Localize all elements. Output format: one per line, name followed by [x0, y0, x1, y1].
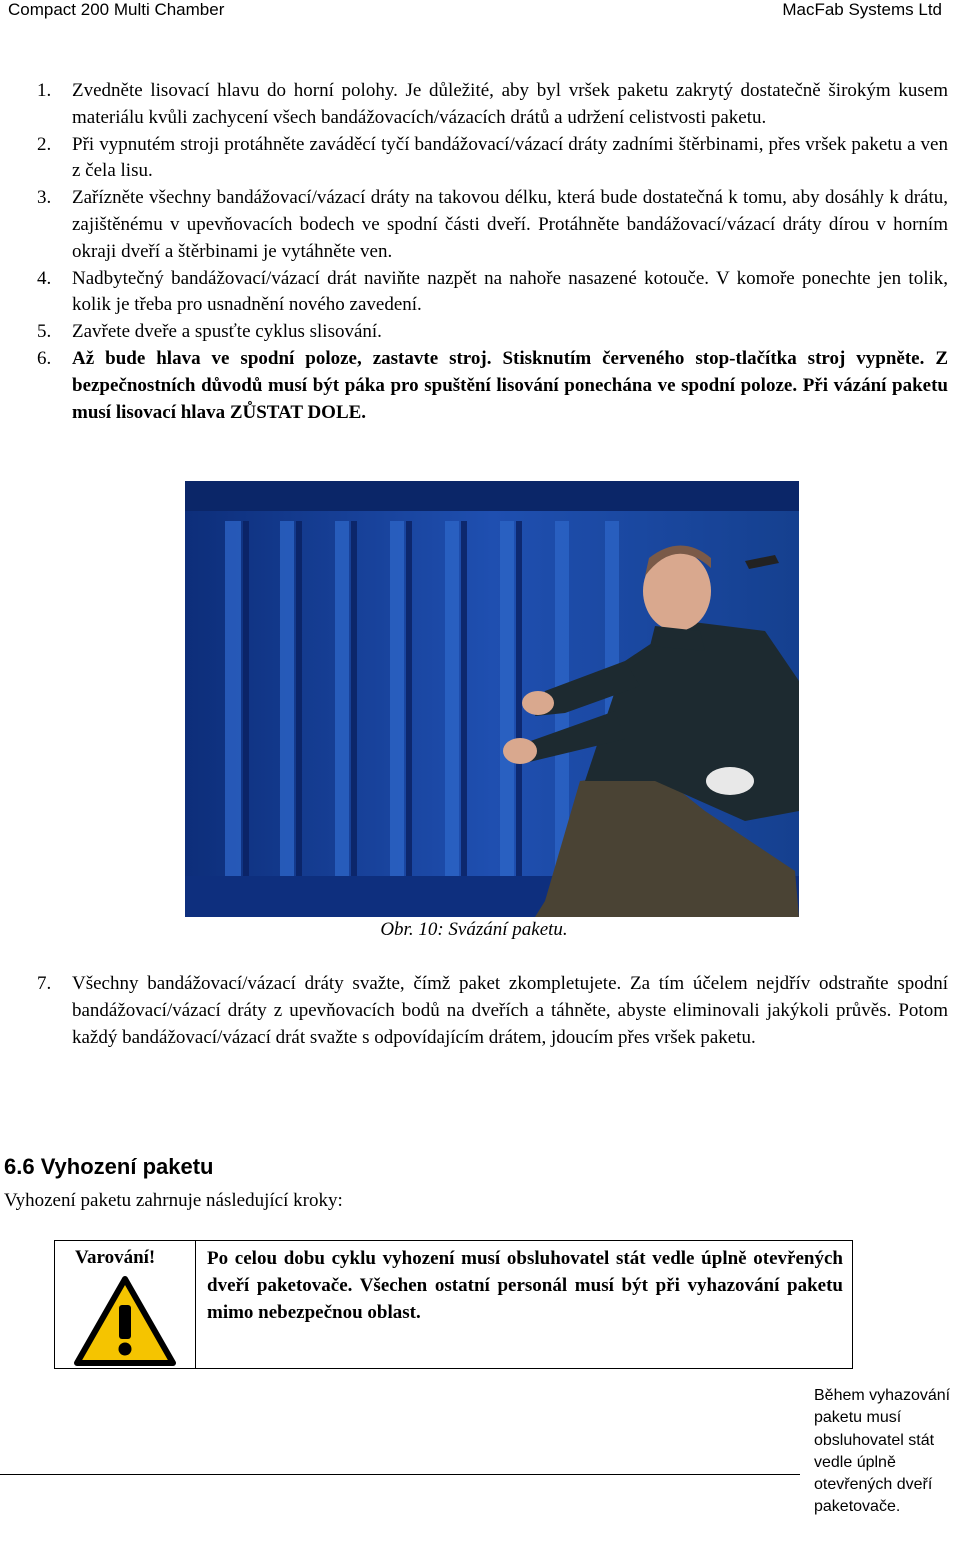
header-document-title: Compact 200 Multi Chamber — [8, 0, 225, 19]
step-7 — [0, 971, 960, 1051]
header-company-name: MacFab Systems Ltd — [782, 0, 942, 19]
step-text: Až bude hlava ve spodní poloze, zastavte stroj. Stisknutím červeného stop-tlačítka stroj vypněte. Z bezpečnostních důvodů musí být páka pro spuštění lisování ponechána ve spodní poloze. Při vázání paketu musí lisovací hlava ZŮSTAT DOLE. — [72, 347, 948, 423]
step-number: 1. — [37, 80, 52, 101]
step-number: 5. — [37, 321, 52, 343]
step-number: 2. — [37, 133, 52, 155]
step-number: 7. — [37, 973, 52, 994]
photo-illustration — [185, 481, 799, 917]
step-2 — [0, 132, 960, 186]
step-5 — [0, 319, 960, 346]
step-text: Nadbytečný bandážovací/vázací drát naviňte nazpět na nahoře nasazené kotouče. V komoře ponechte jen tolik, kolik je třeba pro usnadnění nového zavedení. — [72, 267, 948, 316]
horizontal-rule — [0, 1474, 800, 1475]
step-3 — [0, 185, 960, 265]
procedure-steps-list — [0, 78, 960, 426]
warning-label: Varování! — [75, 1247, 156, 1268]
step-number: 6. — [37, 347, 52, 369]
procedure-steps-list-continued — [0, 971, 960, 1051]
step-1 — [0, 78, 960, 132]
warning-triangle-icon — [73, 1275, 177, 1372]
page-header — [0, 0, 960, 24]
baler-tying-photo — [185, 481, 799, 917]
step-text: Zvedněte lisovací hlavu do horní polohy. Je důležité, aby byl vršek paketu zakrytý dostatečně širokým kusem materiálu kvůli zachycení všech bandážovacích/vázacích drátů a udržení celistvosti paketu. — [72, 80, 948, 128]
warning-box-divider — [195, 1241, 196, 1368]
step-text: Zavřete dveře a spusťte cyklus slisování. — [72, 321, 382, 343]
warning-text: Po celou dobu cyklu vyhození musí obsluhovatel stát vedle úplně otevřených dveří paketovače. Všechen ostatní personál musí být při vyhazování paketu mimo nebezpečnou oblast. — [207, 1248, 843, 1323]
step-text: Zařízněte všechny bandážovací/vázací dráty na takovou délku, která bude dostatečná k tomu, aby dosáhly k drátu, zajištěnému v upevňovacích bodech ve spodní části dveří. Protáhněte bandážovací/vázací dráty dírou v horním okraji dveří a štěrbinami je vytáhněte ven. — [72, 187, 948, 262]
warning-box — [54, 1240, 853, 1369]
margin-note: Během vyhazování paketu musí obsluhovatel stát vedle úplně otevřených dveří paketovače. — [814, 1387, 951, 1516]
section-heading: 6.6 Vyhození paketu — [4, 1154, 214, 1179]
section-intro: Vyhození paketu zahrnuje následující kroky: — [4, 1190, 343, 1211]
step-text: Všechny bandážovací/vázací dráty svažte, čímž paket zkompletujete. Za tím účelem nejdřív odstraňte spodní bandážovací/vázací dráty z upevňovacích bodů na dveřích a táhněte, abyste eliminovali jakýkoli průvěs. Potom každý bandážovací/vázací drát svažte s odpovídajícím drátem, jdoucím přes vršek paketu. — [72, 973, 948, 1048]
step-4 — [0, 266, 960, 320]
step-text: Při vypnutém stroji protáhněte zaváděcí tyčí bandážovací/vázací dráty zadními štěrbinami, přes vršek paketu a ven z čela lisu. — [72, 133, 948, 182]
step-number: 4. — [37, 267, 52, 289]
step-number: 3. — [37, 187, 52, 209]
step-6 — [0, 346, 960, 426]
figure-caption: Obr. 10: Svázání paketu. — [380, 919, 568, 940]
